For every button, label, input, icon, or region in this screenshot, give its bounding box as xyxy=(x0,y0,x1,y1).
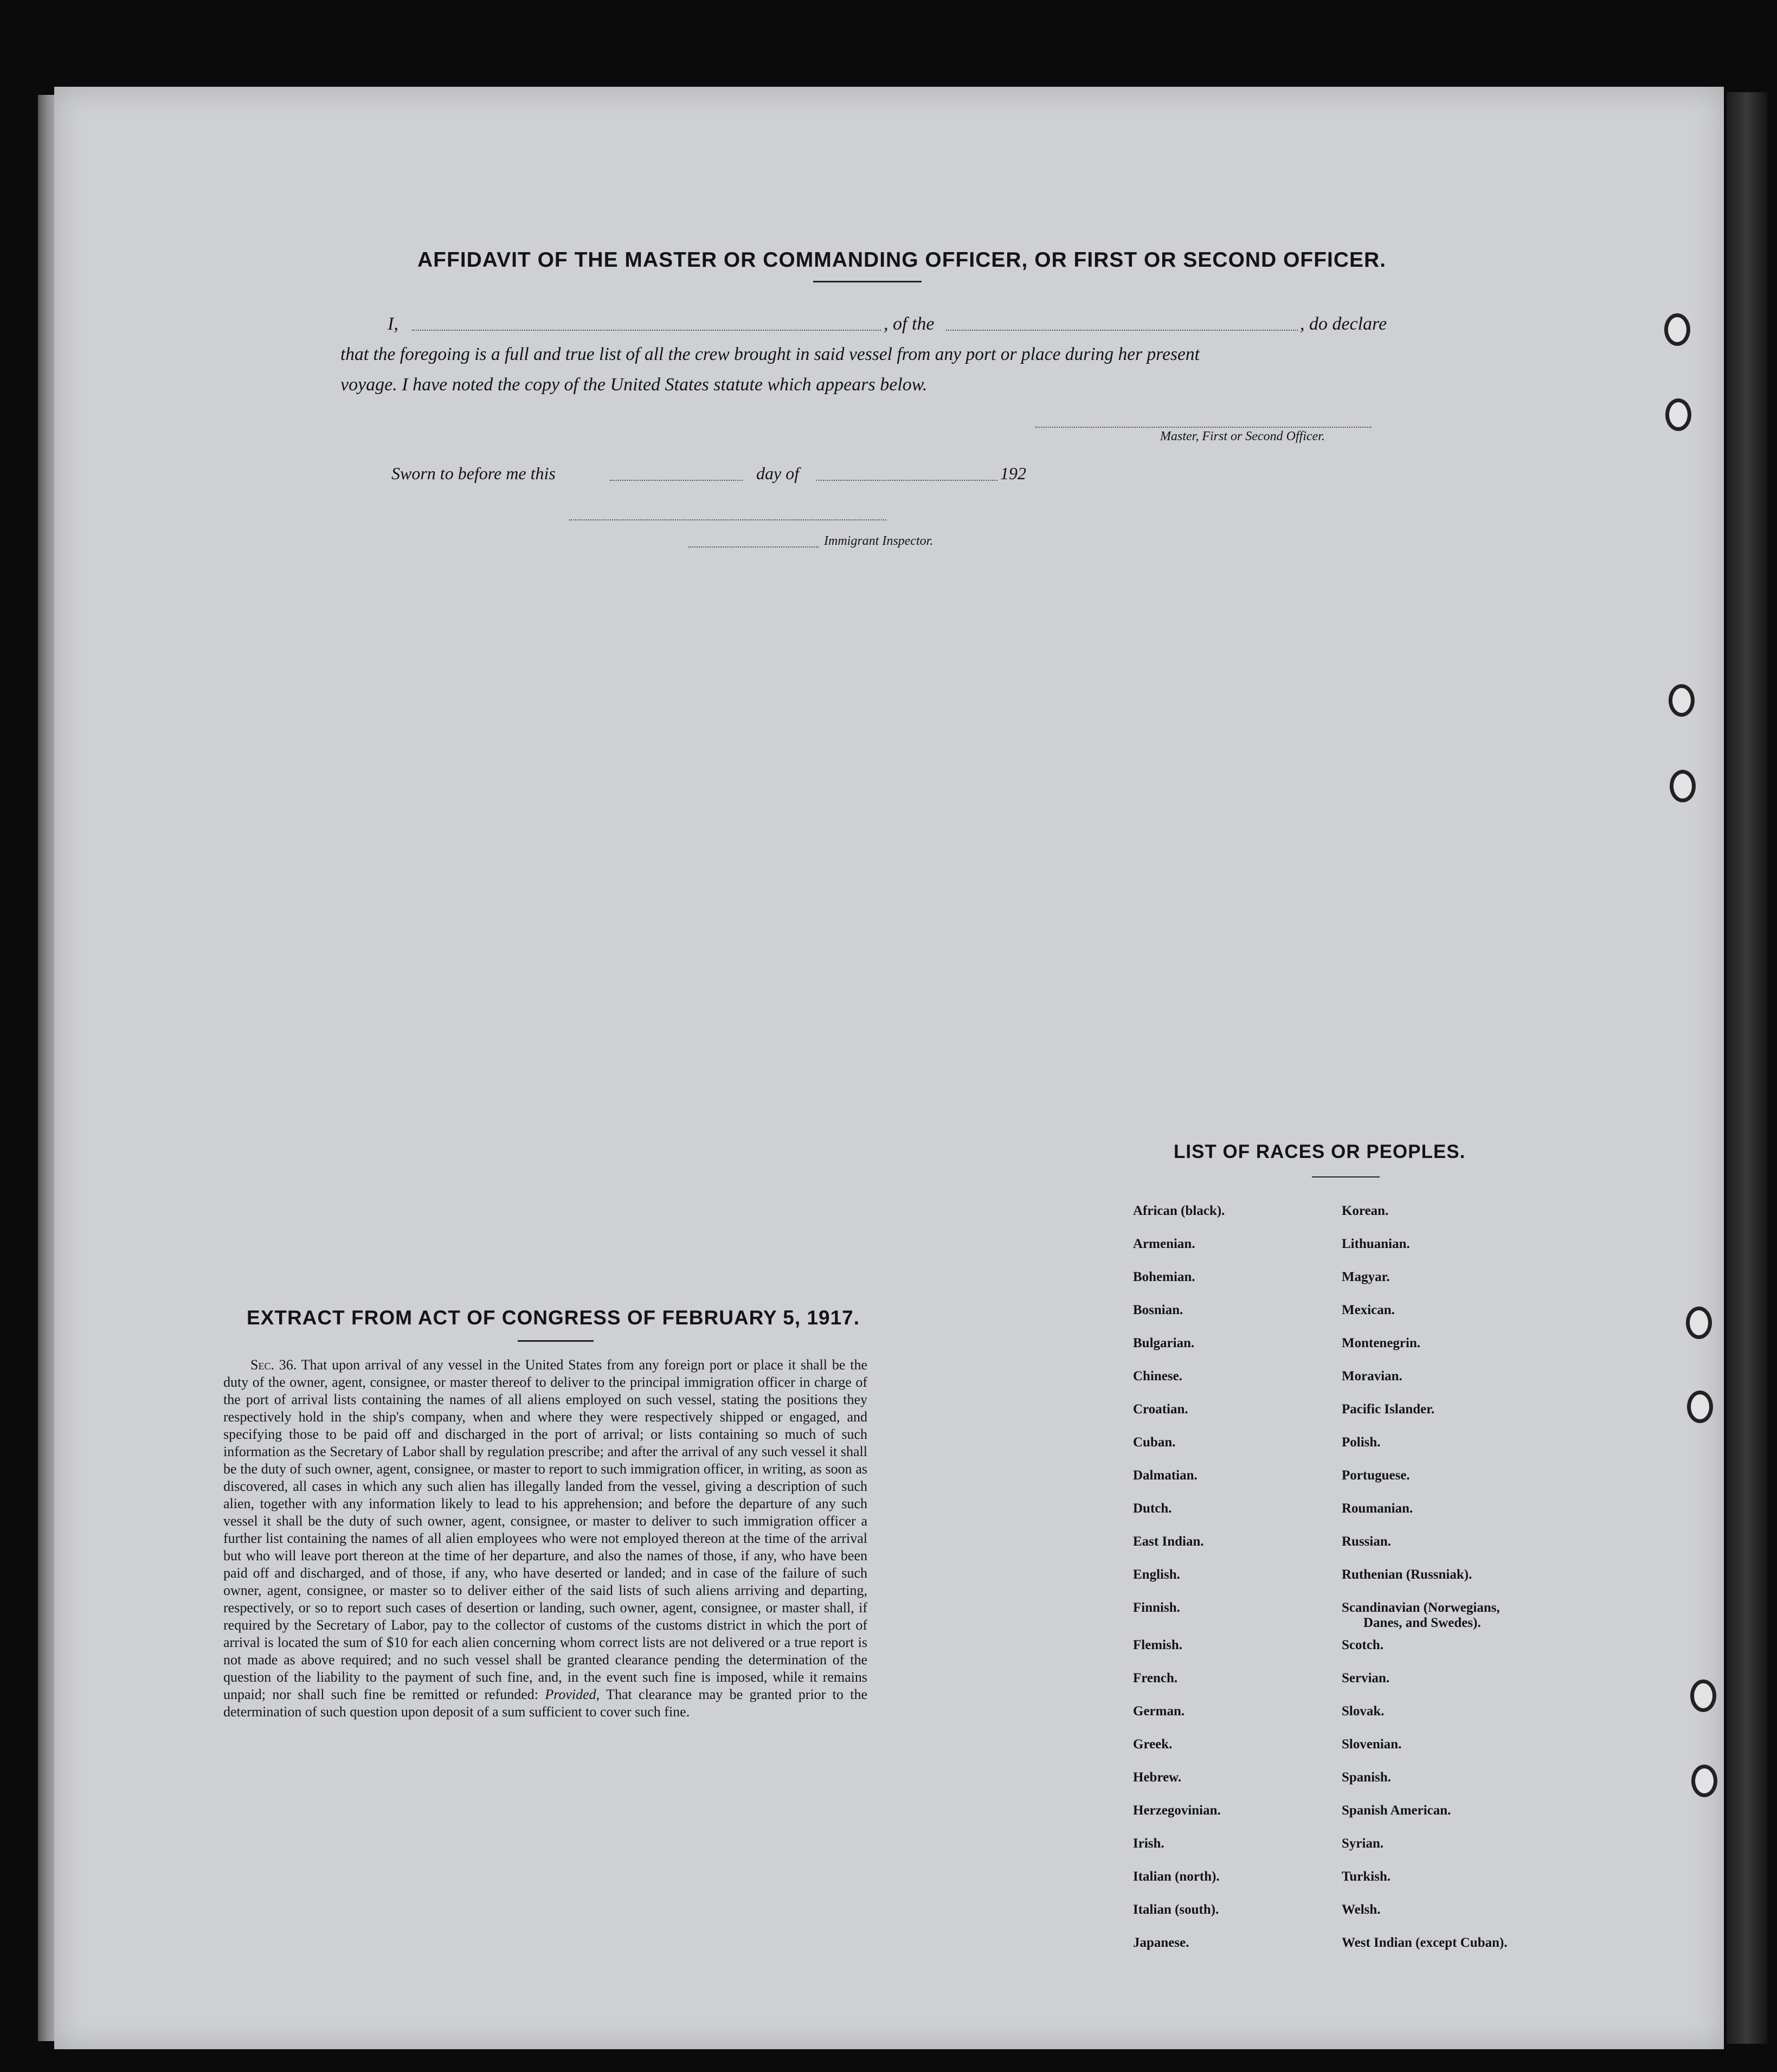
race-item: Spanish. xyxy=(1342,1770,1392,1785)
binder-hole xyxy=(1670,770,1696,802)
race-item: Magyar. xyxy=(1342,1270,1390,1284)
affidavit-do-declare: , do declare xyxy=(1300,314,1387,334)
signature-label: Master, First or Second Officer. xyxy=(1160,429,1325,443)
race-item: Bulgarian. xyxy=(1133,1336,1195,1350)
inspector-name-line xyxy=(688,546,819,548)
race-item: Greek. xyxy=(1133,1737,1173,1752)
race-item: African (black). xyxy=(1133,1204,1225,1218)
race-item: English. xyxy=(1133,1567,1180,1582)
race-item: Polish. xyxy=(1342,1435,1381,1450)
race-item: French. xyxy=(1133,1671,1178,1685)
statute-body-2: That clearance may be granted prior to the determination of such question upon deposit of a sum sufficient to cover such fine. xyxy=(223,1687,867,1720)
binder-hole xyxy=(1687,1391,1713,1423)
day-of-text: day of xyxy=(756,464,800,483)
day-blank xyxy=(610,480,743,481)
race-item: Ruthenian (Russniak). xyxy=(1342,1567,1472,1582)
binder-spine xyxy=(1727,92,1767,2044)
binder-hole xyxy=(1691,1765,1717,1797)
race-item: Slovenian. xyxy=(1342,1737,1402,1752)
extract-underline xyxy=(518,1340,594,1342)
race-item: Italian (south). xyxy=(1133,1902,1219,1917)
race-item: Scotch. xyxy=(1342,1638,1384,1652)
binder-hole xyxy=(1664,313,1690,346)
inspector-signature-line xyxy=(569,519,886,520)
race-item-line-1: Scandinavian (Norwegians, xyxy=(1342,1600,1500,1615)
race-item: Servian. xyxy=(1342,1671,1390,1685)
statute-provided: Provided, xyxy=(545,1687,600,1702)
race-item: Pacific Islander. xyxy=(1342,1402,1435,1417)
races-title: LIST OF RACES OR PEOPLES. xyxy=(1174,1141,1466,1162)
binder-hole xyxy=(1669,684,1695,717)
race-item: East Indian. xyxy=(1133,1534,1204,1549)
race-item: Turkish. xyxy=(1342,1869,1391,1884)
inspector-label: Immigrant Inspector. xyxy=(824,534,933,548)
race-item: Welsh. xyxy=(1342,1902,1381,1917)
race-item: German. xyxy=(1133,1704,1185,1719)
statute-body-1: That upon arrival of any vessel in the United States from any foreign port or place it shall be the duty of the owner, agent, consignee, or master thereof to deliver to the principal immigration officer in charge of the port of arrival lists containing the names of all aliens employed on such vessel, stating the positions they respectively hold in the ship's company, when and where they were respectively shipped or engaged, and specifying those to be paid off and discharged in the port of arrival; or lists containing so much of such information as the Secretary of Labor shall by regulation prescribe; and after the arrival of any such vessel it shall be the duty of such owner, agent, consignee, or master to report to such immigration officer, in writing, as soon as discovered, all cases in which any such alien has illegally landed from the vessel, giving a description of such alien, together with any information likely to lead to his apprehension; and before the departure of any such vessel it shall be the duty of such owner, agent, consignee, or master to deliver to such immigration officer a further list containing the names of all alien employees who were not employed thereon at the time of the arrival but who will leave port thereon at the time of her departure, and also the names of those, if any, who have been paid off and discharged, and of those, if any, who have deserted or landed; and in case of the failure of such owner, agent, consignee, or master so to deliver either of the said lists of such aliens arriving and departing, respectively, or so to report such cases of desertion or landing, such owner, agent, consignee, or master shall, if required by the Secretary of Labor, pay to the collector of customs of the customs district in which the port of arrival is located the sum of $10 for each alien concerning whom correct lists are not delivered or a true report is not made as above required; and no such vessel shall be granted clearance pending the determination of the question of the liability to the payment of such fine, and, in the event such fine is imposed, while it remains unpaid; nor shall such fine be remitted or refunded: xyxy=(223,1357,868,1702)
races-left-column xyxy=(1133,1204,1225,1968)
title-underline xyxy=(813,281,922,282)
race-item: Croatian. xyxy=(1133,1402,1188,1417)
race-item: Syrian. xyxy=(1342,1836,1384,1851)
vessel-blank xyxy=(946,330,1298,331)
race-item: Dalmatian. xyxy=(1133,1468,1197,1483)
section-label: Sec. 36. xyxy=(250,1357,297,1373)
race-item: Mexican. xyxy=(1342,1303,1395,1317)
sworn-text: Sworn to before me this xyxy=(391,464,556,483)
binder-hole xyxy=(1686,1307,1712,1339)
affidavit-of-the: , of the xyxy=(884,314,935,334)
race-item: Irish. xyxy=(1133,1836,1164,1851)
race-item: Bosnian. xyxy=(1133,1303,1183,1317)
race-item: Bohemian. xyxy=(1133,1270,1195,1284)
race-item: Montenegrin. xyxy=(1342,1336,1421,1350)
affidavit-title: AFFIDAVIT OF THE MASTER OR COMMANDING OFFICER, OR FIRST OR SECOND OFFICER. xyxy=(417,248,1387,272)
race-item: Dutch. xyxy=(1133,1501,1172,1516)
month-blank xyxy=(816,480,997,481)
race-item: Finnish. xyxy=(1133,1600,1180,1615)
race-item: Roumanian. xyxy=(1342,1501,1413,1516)
binder-hole xyxy=(1690,1680,1716,1712)
race-item: Korean. xyxy=(1342,1204,1389,1218)
race-item: Hebrew. xyxy=(1133,1770,1182,1785)
race-item: Armenian. xyxy=(1133,1237,1195,1251)
affidavit-line-2: that the foregoing is a full and true list of all the crew brought in said vessel from any port or place during her present xyxy=(340,344,1200,364)
extract-title: EXTRACT FROM ACT OF CONGRESS OF FEBRUARY 5, 1917. xyxy=(247,1307,860,1329)
race-item-line-2: Danes, and Swedes). xyxy=(1363,1616,1481,1630)
race-item: Moravian. xyxy=(1342,1369,1402,1384)
race-item: Herzegovinian. xyxy=(1133,1803,1221,1818)
year-prefix: 192 xyxy=(1000,464,1026,483)
race-item: Japanese. xyxy=(1133,1935,1189,1950)
races-right-column xyxy=(1342,1204,1508,1968)
race-item: Italian (north). xyxy=(1133,1869,1220,1884)
statute-text xyxy=(223,1356,867,1721)
race-item: Russian. xyxy=(1342,1534,1392,1549)
binder-hole xyxy=(1665,398,1691,431)
race-item: West Indian (except Cuban). xyxy=(1342,1935,1508,1950)
affidavit-line-3: voyage. I have noted the copy of the United States statute which appears below. xyxy=(340,375,928,395)
race-item: Spanish American. xyxy=(1342,1803,1451,1818)
signature-line xyxy=(1035,427,1372,428)
race-item: Slovak. xyxy=(1342,1704,1385,1719)
race-item: Chinese. xyxy=(1133,1369,1182,1384)
name-blank xyxy=(412,330,881,331)
race-item: Portuguese. xyxy=(1342,1468,1410,1483)
race-item: Lithuanian. xyxy=(1342,1237,1410,1251)
race-item: Flemish. xyxy=(1133,1638,1182,1652)
races-underline xyxy=(1312,1176,1380,1177)
race-item xyxy=(1342,1600,1508,1638)
affidavit-line-i: I, xyxy=(388,314,398,334)
race-item: Cuban. xyxy=(1133,1435,1176,1450)
